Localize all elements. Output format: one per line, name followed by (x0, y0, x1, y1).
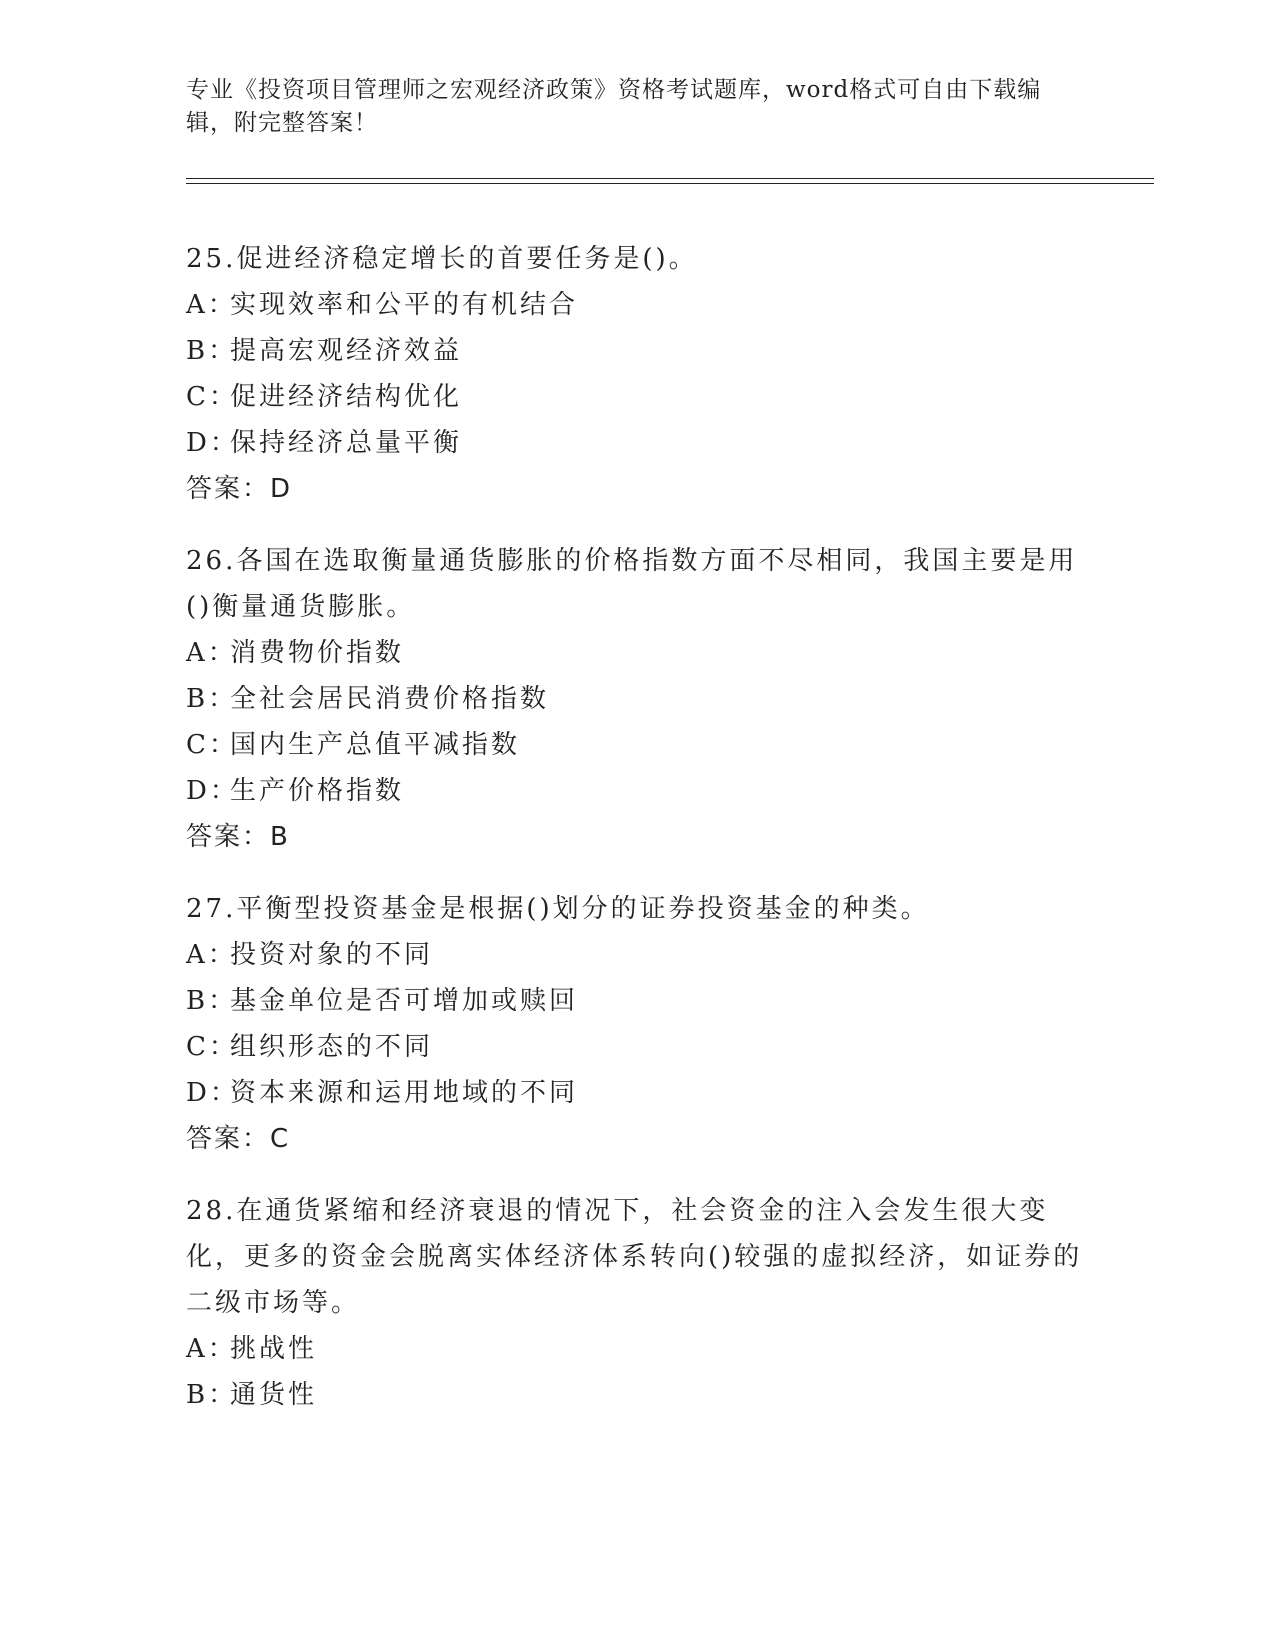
option-key: B： (186, 684, 238, 714)
option-key: D： (186, 1078, 239, 1108)
option-a (186, 1326, 1086, 1372)
question-25 (186, 236, 1086, 512)
option-key: D： (186, 428, 239, 458)
option-c (186, 722, 1086, 768)
option-a (186, 282, 1086, 328)
option-d (186, 1070, 1086, 1116)
option-text: 投资对象的不同 (230, 940, 434, 970)
option-text: 国内生产总值平减指数 (230, 730, 521, 760)
option-b (186, 676, 1086, 722)
option-key: C： (186, 1032, 238, 1062)
option-c (186, 374, 1086, 420)
option-key: C： (186, 730, 238, 760)
question-stem: 25.促进经济稳定增长的首要任务是()。 (186, 244, 698, 274)
option-b (186, 328, 1086, 374)
header-divider-bottom (186, 183, 1154, 184)
option-key: A： (186, 638, 237, 668)
option-key: D： (186, 776, 239, 806)
option-text: 通货性 (230, 1380, 318, 1410)
question-26 (186, 538, 1086, 860)
answer-line: 答案：C (186, 1124, 291, 1154)
option-text: 资本来源和运用地域的不同 (230, 1078, 579, 1108)
answer-line: 答案：B (186, 822, 290, 852)
option-a (186, 932, 1086, 978)
header-divider-top (186, 178, 1154, 179)
option-key: B： (186, 986, 238, 1016)
option-key: C： (186, 382, 238, 412)
option-d (186, 768, 1086, 814)
option-key: B： (186, 336, 238, 366)
option-text: 组织形态的不同 (230, 1032, 434, 1062)
option-a (186, 630, 1086, 676)
option-c (186, 1024, 1086, 1070)
option-d (186, 420, 1086, 466)
question-27 (186, 886, 1086, 1162)
option-b (186, 978, 1086, 1024)
option-text: 保持经济总量平衡 (230, 428, 463, 458)
option-key: A： (186, 940, 237, 970)
option-text: 生产价格指数 (230, 776, 405, 806)
option-text: 提高宏观经济效益 (230, 336, 463, 366)
document-header: 专业《投资项目管理师之宏观经济政策》资格考试题库，word格式可自由下载编辑，附完整答案！ (186, 77, 1042, 136)
option-text: 全社会居民消费价格指数 (230, 684, 550, 714)
option-key: A： (186, 290, 237, 320)
option-text: 挑战性 (230, 1334, 318, 1364)
answer-line: 答案：D (186, 474, 293, 504)
question-28 (186, 1188, 1086, 1418)
option-text: 基金单位是否可增加或赎回 (230, 986, 579, 1016)
option-key: B： (186, 1380, 238, 1410)
question-stem: 26.各国在选取衡量通货膨胀的价格指数方面不尽相同，我国主要是用()衡量通货膨胀。 (186, 546, 1078, 622)
question-list (186, 236, 1086, 1444)
option-text: 实现效率和公平的有机结合 (230, 290, 579, 320)
option-text: 促进经济结构优化 (230, 382, 463, 412)
option-key: A： (186, 1334, 237, 1364)
option-b (186, 1372, 1086, 1418)
question-stem: 28.在通货紧缩和经济衰退的情况下，社会资金的注入会发生很大变化，更多的资金会脱离实体经济体系转向()较强的虚拟经济，如证券的二级市场等。 (186, 1196, 1083, 1318)
option-text: 消费物价指数 (230, 638, 405, 668)
question-stem: 27.平衡型投资基金是根据()划分的证券投资基金的种类。 (186, 894, 930, 924)
